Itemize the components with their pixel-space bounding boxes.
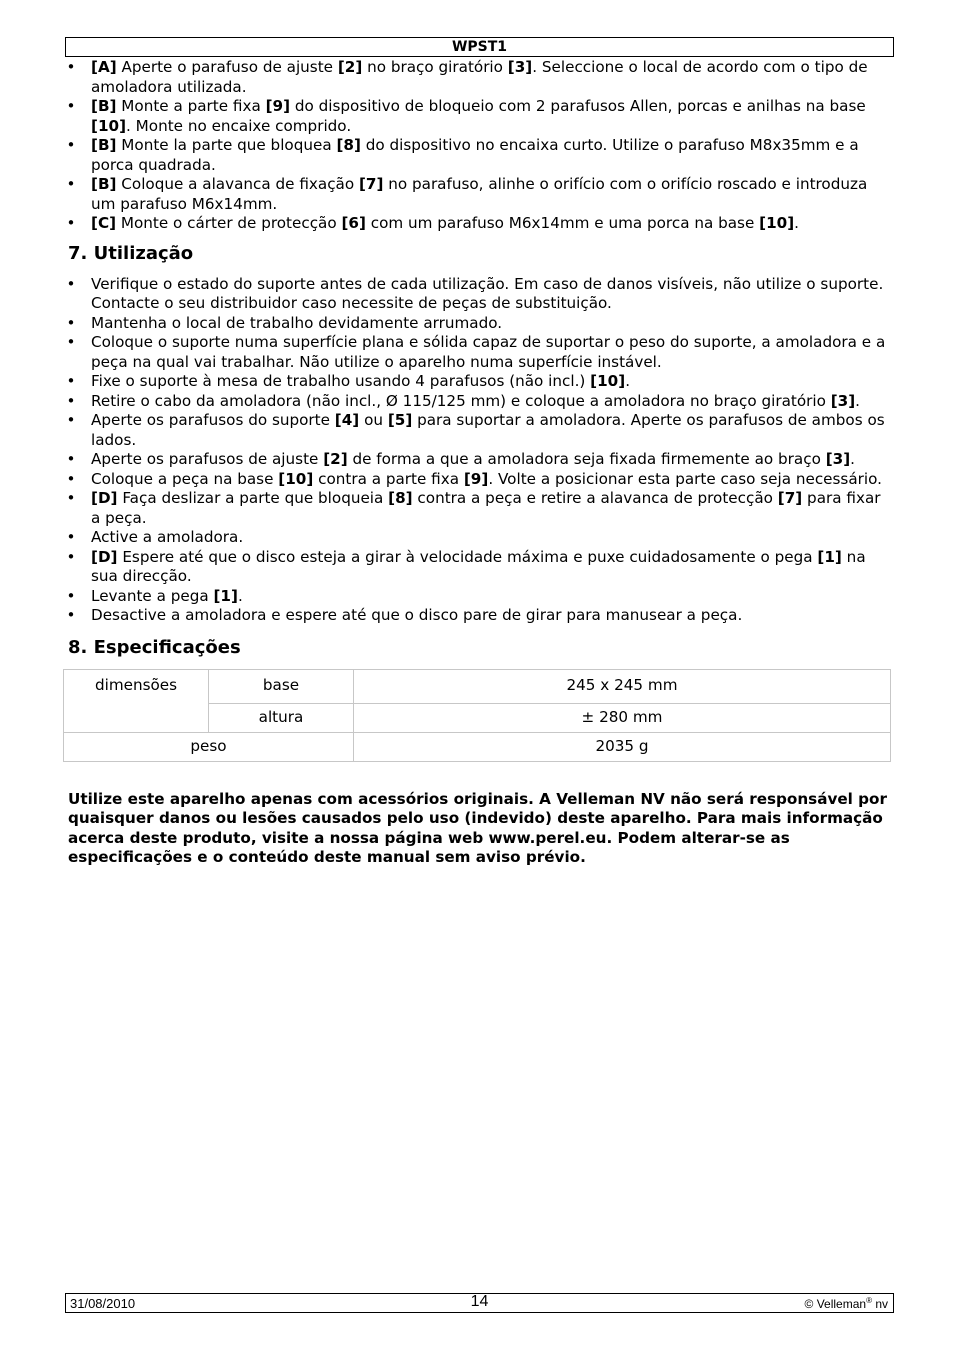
bullet-icon: • bbox=[66, 586, 76, 605]
section-7-title: 7. Utilização bbox=[68, 242, 194, 264]
bullet-icon: • bbox=[66, 333, 76, 351]
part-reference: [10] bbox=[91, 116, 127, 135]
list-item bbox=[66, 136, 892, 175]
model-code: WPST1 bbox=[451, 39, 508, 55]
part-reference: [3] bbox=[830, 391, 856, 410]
registered-mark: ® bbox=[866, 1296, 872, 1305]
part-reference: [3] bbox=[507, 58, 533, 76]
list-item-text: Monte a parte fixa bbox=[116, 97, 266, 115]
list-item-text: Active a amoladora. bbox=[91, 528, 244, 546]
list-item bbox=[66, 175, 892, 214]
list-item-text: Aperte os parafusos do suporte bbox=[91, 411, 335, 429]
part-reference: [5] bbox=[387, 411, 413, 429]
list-item-text: Levante a pega bbox=[91, 586, 214, 605]
dimensions-label-cell: dimensões bbox=[64, 669, 209, 732]
list-item bbox=[66, 314, 892, 334]
list-item-text: Monte la parte que bloquea bbox=[116, 136, 337, 154]
list-item-text: Fixe o suporte à mesa de trabalho usando 4 parafusos (não incl.) bbox=[91, 372, 591, 390]
section-8-title: 8. Especificações bbox=[68, 636, 241, 658]
part-reference: [9] bbox=[463, 469, 489, 488]
list-item bbox=[66, 489, 892, 528]
list-item-text: do dispositivo no encaixa curto. Utilize o parafuso M8x35mm e a porca quadrada. bbox=[91, 136, 859, 174]
copyright-prefix: © Velleman bbox=[804, 1297, 867, 1311]
bullet-icon: • bbox=[66, 469, 76, 488]
bullet-icon: • bbox=[66, 97, 76, 115]
list-item-text: contra a peça e retire a alavanca de protecção bbox=[412, 489, 778, 507]
list-item-text: Verifique o estado do suporte antes de cada utilização. Em caso de danos visíveis, não utilize o suporte. Contacte o seu distribuidor caso necessite de peças de substituição. bbox=[91, 274, 884, 312]
part-reference: [C] bbox=[91, 214, 117, 232]
footer-date: 31/08/2010 bbox=[70, 1296, 136, 1311]
list-item-text: para suportar a amoladora. Aperte os parafusos de ambos os lados. bbox=[91, 411, 885, 449]
list-item-text: no braço giratório bbox=[362, 58, 508, 76]
bullet-icon: • bbox=[66, 175, 76, 193]
list-item bbox=[66, 411, 892, 450]
list-item-text: de forma a que a amoladora seja fixada firmemente ao braço bbox=[347, 450, 826, 468]
list-item bbox=[66, 97, 892, 136]
bullet-icon: • bbox=[66, 450, 76, 468]
list-item bbox=[66, 606, 892, 626]
list-item bbox=[66, 392, 892, 412]
list-item-text: . bbox=[794, 214, 799, 232]
list-item bbox=[66, 450, 892, 470]
part-reference: [D] bbox=[91, 547, 118, 566]
list-item-text: . bbox=[237, 586, 243, 605]
weight-value-cell: 2035 g bbox=[354, 732, 891, 761]
table-row bbox=[64, 732, 891, 761]
page-number: 14 bbox=[470, 1293, 489, 1310]
list-item-text: . Volte a posicionar esta parte caso seja necessário. bbox=[488, 469, 882, 488]
list-item-text: Coloque a peça na base bbox=[91, 469, 279, 488]
list-item-text: . bbox=[850, 450, 855, 468]
page-content bbox=[66, 58, 892, 868]
part-reference: [A] bbox=[91, 58, 117, 76]
part-reference: [1] bbox=[817, 547, 842, 566]
part-reference: [8] bbox=[336, 136, 361, 154]
list-item-text: Aperte o parafuso de ajuste bbox=[116, 58, 338, 76]
bullet-icon: • bbox=[66, 274, 76, 293]
document-header bbox=[65, 37, 894, 57]
assembly-steps-list bbox=[66, 58, 892, 234]
list-item-text: contra a parte fixa bbox=[313, 469, 464, 488]
list-item-text: do dispositivo de bloqueio com 2 parafusos Allen, porcas e anilhas na base bbox=[290, 97, 866, 115]
copyright-suffix: nv bbox=[871, 1297, 888, 1311]
part-reference: [9] bbox=[265, 97, 291, 115]
list-item-text: . Seleccione o local de acordo com o tipo de amoladora utilizada. bbox=[91, 58, 868, 96]
list-item-text: ou bbox=[359, 411, 388, 429]
list-item bbox=[66, 333, 892, 372]
bullet-icon: • bbox=[66, 489, 76, 507]
list-item-text: . bbox=[625, 372, 631, 390]
disclaimer-note: Utilize este aparelho apenas com acessórios originais. A Velleman NV não será responsável por quaisquer danos ou lesões causados pelo uso (indevido) deste aparelho. Para mais informação acerca deste produto, visite a nossa página web www.perel.eu. Podem alterar-se as especificações e o conteúdo deste manual sem aviso prévio. bbox=[68, 789, 887, 866]
list-item-text: no parafuso, alinhe o orifício com o orifício roscado e introduza um parafuso M6x14mm. bbox=[91, 175, 868, 213]
list-item-text: . bbox=[855, 391, 860, 410]
part-reference: [4] bbox=[334, 411, 360, 429]
part-reference: [7] bbox=[358, 175, 384, 193]
part-reference: [B] bbox=[91, 175, 117, 193]
list-item-text: Retire o cabo da amoladora (não incl., Ø 115/125 mm) e coloque a amoladora no braço giratório bbox=[91, 391, 831, 410]
part-reference: [2] bbox=[323, 450, 348, 468]
part-reference: [8] bbox=[388, 489, 413, 507]
height-label-cell: altura bbox=[209, 703, 354, 732]
part-reference: [10] bbox=[590, 372, 626, 390]
list-item bbox=[66, 372, 892, 392]
part-reference: [D] bbox=[91, 489, 118, 507]
list-item-text: Espere até que o disco esteja a girar à velocidade máxima e puxe cuidadosamente o pega bbox=[117, 547, 818, 566]
list-item bbox=[66, 587, 892, 607]
list-item-text: com um parafuso M6x14mm e uma porca na base bbox=[365, 214, 760, 232]
list-item bbox=[66, 548, 892, 587]
part-reference: [1] bbox=[213, 586, 238, 605]
weight-label-cell: peso bbox=[64, 732, 354, 761]
list-item-text: Coloque a alavanca de fixação bbox=[116, 175, 359, 193]
specifications-table bbox=[63, 669, 891, 762]
list-item-text: Aperte os parafusos de ajuste bbox=[91, 450, 324, 468]
bullet-icon: • bbox=[66, 313, 76, 332]
list-item-text: Coloque o suporte numa superfície plana e sólida capaz de suportar o peso do suporte, a amoladora e a peça na qual vai trabalhar. Não utilize o aparelho numa superfície instável. bbox=[91, 333, 886, 371]
table-row bbox=[64, 669, 891, 703]
bullet-icon: • bbox=[66, 136, 76, 154]
base-value-cell: 245 x 245 mm bbox=[354, 669, 891, 703]
bullet-icon: • bbox=[66, 547, 76, 566]
part-reference: [7] bbox=[777, 489, 803, 507]
bullet-icon: • bbox=[66, 391, 76, 410]
part-reference: [B] bbox=[91, 136, 117, 154]
list-item-text: na sua direcção. bbox=[91, 547, 866, 585]
part-reference: [6] bbox=[341, 214, 366, 232]
list-item-text: Mantenha o local de trabalho devidamente arrumado. bbox=[91, 313, 503, 332]
page-footer bbox=[65, 1293, 894, 1313]
part-reference: [2] bbox=[337, 58, 363, 76]
bullet-icon: • bbox=[66, 606, 76, 624]
bullet-icon: • bbox=[66, 372, 76, 390]
list-item bbox=[66, 528, 892, 548]
list-item bbox=[66, 214, 892, 234]
copyright bbox=[805, 1296, 888, 1311]
part-reference: [B] bbox=[91, 97, 117, 115]
bullet-icon: • bbox=[66, 214, 76, 232]
part-reference: [3] bbox=[825, 450, 851, 468]
list-item-text: Monte o cárter de protecção bbox=[116, 214, 342, 232]
list-item bbox=[66, 58, 892, 97]
list-item bbox=[66, 470, 892, 490]
usage-steps-list bbox=[66, 275, 892, 626]
list-item bbox=[66, 275, 892, 314]
height-value-cell: ± 280 mm bbox=[354, 703, 891, 732]
list-item-text: Faça deslizar a parte que bloqueia bbox=[117, 489, 389, 507]
list-item-text: . Monte no encaixe comprido. bbox=[126, 116, 352, 135]
part-reference: [10] bbox=[278, 469, 314, 488]
bullet-icon: • bbox=[66, 58, 76, 76]
base-label-cell: base bbox=[209, 669, 354, 703]
list-item-text: para fixar a peça. bbox=[91, 489, 881, 527]
list-item-text: Desactive a amoladora e espere até que o disco pare de girar para manusear a peça. bbox=[91, 606, 743, 624]
bullet-icon: • bbox=[66, 528, 76, 546]
part-reference: [10] bbox=[759, 214, 795, 232]
bullet-icon: • bbox=[66, 411, 76, 429]
